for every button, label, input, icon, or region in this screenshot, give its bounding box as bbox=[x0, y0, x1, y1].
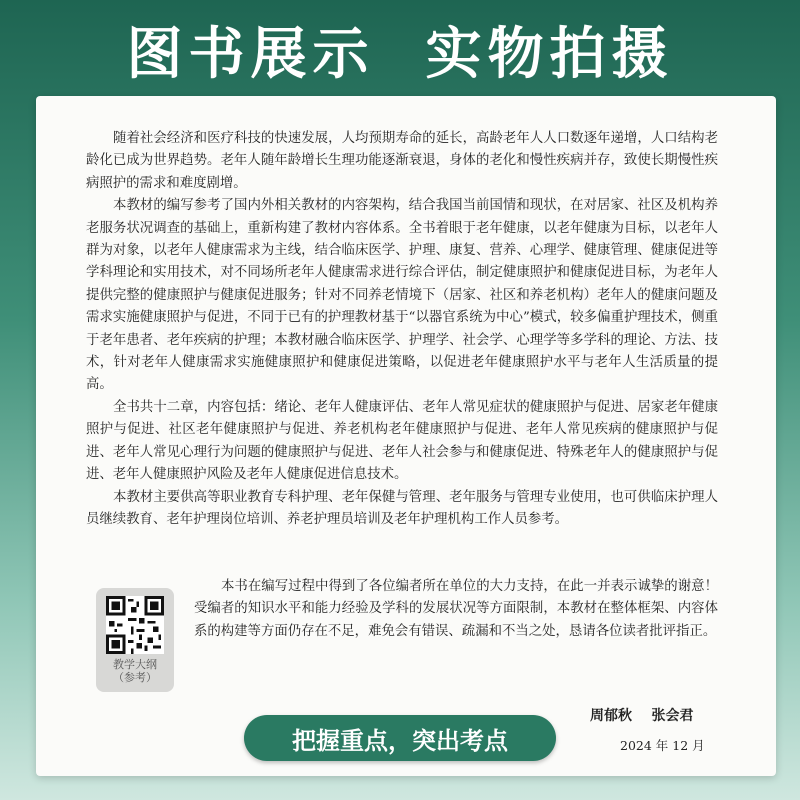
qr-caption-line2: （参考） bbox=[113, 671, 157, 684]
header-banner bbox=[0, 0, 800, 100]
qr-code-icon bbox=[106, 596, 164, 654]
slogan-badge: 把握重点，突出考点 bbox=[244, 715, 556, 761]
qr-caption-line1: 教学大纲 bbox=[113, 658, 157, 671]
preface-paragraph-5: 本书在编写过程中得到了各位编者所在单位的大力支持，在此一并表示诚挚的谢意！受编者的知识水平和能力经验及学科的发展状况等方面限制，本教材在整体框架、内容体系的构建等方面仍存在不足，难免会有错误、疏漏和不当之处，恳请各位读者批评指正。 bbox=[194, 579, 718, 639]
author-names: 周郁秋 张会君 bbox=[590, 708, 694, 724]
preface-paragraph-4: 本教材主要供高等职业教育专科护理、老年保健与管理、老年服务与管理专业使用，也可供临床护理人员继续教育、老年护理岗位培训、养老护理员培训及老年护理机构工作人员参考。 bbox=[86, 489, 718, 527]
header-title: 图书展示 实物拍摄 bbox=[126, 22, 674, 87]
preface-date: 2024 年 12 月 bbox=[620, 738, 705, 753]
preface-paragraph-2: 本教材的编写参考了国内外相关教材的内容架构，结合我国当前国情和现状，在对居家、社区及机构养老服务状况调查的基础上，重新构建了教材内容体系。全书着眼于老年健康，以老年健康为目标，以老年人群为对象，以老年人健康需求为主线，结合临床医学、护理、康复、营养、心理学、健康管理、健康促进等学科理论和实用技术，对不同场所老年人健康需求进行综合评估，制定健康照护和健康促进目标，为老年人提供完整的健康照护与健康促进服务；针对不同养老情境下（居家、社区和养老机构）老年人的健康问题及需求实施健康照护与促进，不同于已有的护理教材基于“以器官系统为中心”模式，较多偏重护理技术，侧重于老年患者、老年疾病的护理；本教材融合临床医学、护理学、社会学、心理学等多学科的理论、方法、技术，针对老年人健康需求实施健康照护和健康促进策略，以促进老年健康照护水平与老年人生活质量的提高。 bbox=[86, 198, 718, 393]
preface-paragraph-3: 全书共十二章，内容包括：绪论、老年人健康评估、老年人常见症状的健康照护与促进、居家老年健康照护与促进、社区老年健康照护与促进、养老机构老年健康照护与促进、老年人常见疾病的健康照护与促进、老年人常见心理行为问题的健康照护与促进、老年人社会参与和健康促进、特殊老年人的健康照护与促进、老年人健康照护风险及老年人健康促进信息技术。 bbox=[86, 399, 718, 483]
qr-card[interactable] bbox=[96, 588, 174, 692]
preface-paragraph-1: 随着社会经济和医疗科技的快速发展，人均预期寿命的延长，高龄老年人人口数逐年递增，人口结构老龄化已成为世界趋势。老年人随年龄增长生理功能逐渐衰退，身体的老化和慢性疾病并存，致使长期慢性疾病照护的需求和难度剧增。 bbox=[86, 131, 718, 191]
qr-caption bbox=[96, 658, 174, 684]
preface-body bbox=[86, 128, 718, 531]
